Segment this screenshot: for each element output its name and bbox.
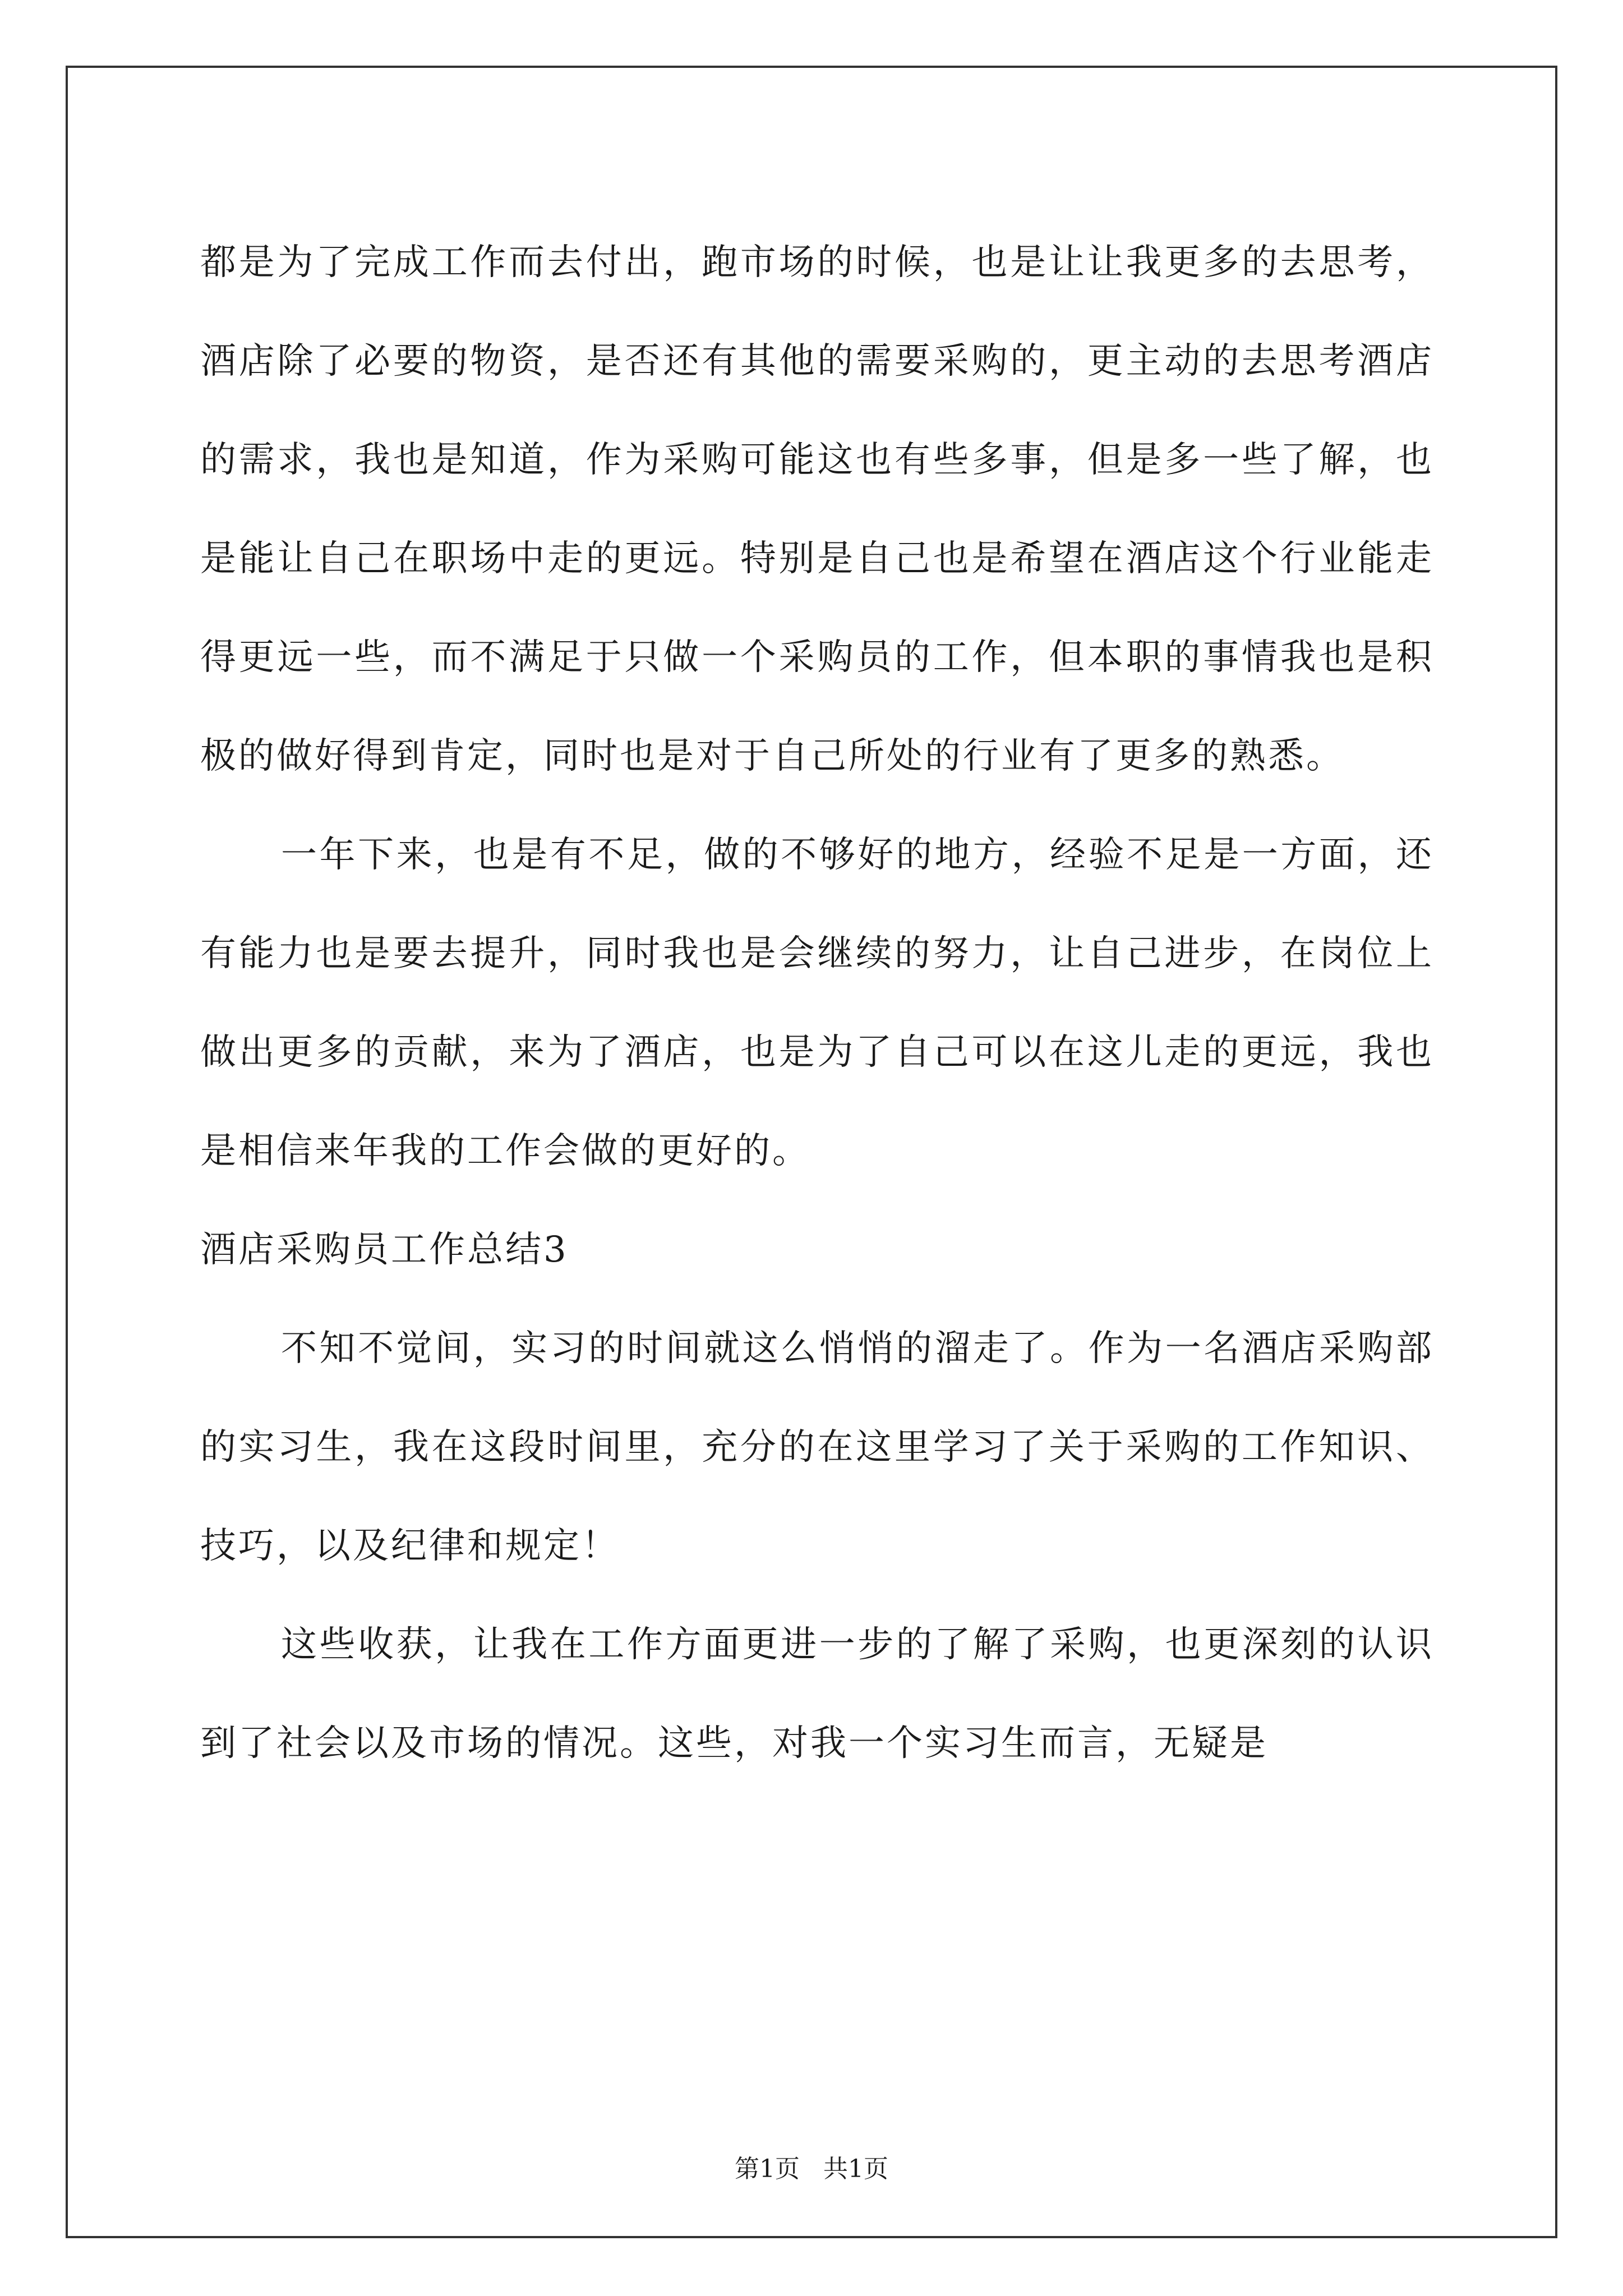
paragraph-4: 这些收获，让我在工作方面更进一步的了解了采购，也更深刻的认识到了社会以及市场的情况。这些，对我一个实习生而言，无疑是 — [200, 1624, 1434, 1764]
page-total: 共1页 — [823, 2155, 888, 2183]
document-body — [200, 213, 1434, 1793]
section-heading: 酒店采购员工作总结3 — [200, 1229, 569, 1271]
page-footer — [0, 2148, 1623, 2184]
page-number: 第1页 — [735, 2155, 800, 2183]
paragraph-3: 不知不觉间，实习的时间就这么悄悄的溜走了。作为一名酒店采购部的实习生，我在这段时间里，充分的在这里学习了关于采购的工作知识、技巧，以及纪律和规定！ — [200, 1328, 1434, 1567]
paragraph-1: 都是为了完成工作而去付出，跑市场的时候，也是让让我更多的去思考，酒店除了必要的物资，是否还有其他的需要采购的，更主动的去思考酒店的需求，我也是知道，作为采购可能这也有些多事，但是多一些了解，也是能让自己在职场中走的更远。特别是自己也是希望在酒店这个行业能走得更远一些，而不满足于只做一个采购员的工作，但本职的事情我也是积极的做好得到肯定，同时也是对于自己所处的行业有了更多的熟悉。 — [200, 242, 1434, 777]
paragraph-2: 一年下来，也是有不足，做的不够好的地方，经验不足是一方面，还有能力也是要去提升，同时我也是会继续的努力，让自己进步，在岗位上做出更多的贡献，来为了酒店，也是为了自己可以在这儿走的更远，我也是相信来年我的工作会做的更好的。 — [200, 834, 1434, 1172]
